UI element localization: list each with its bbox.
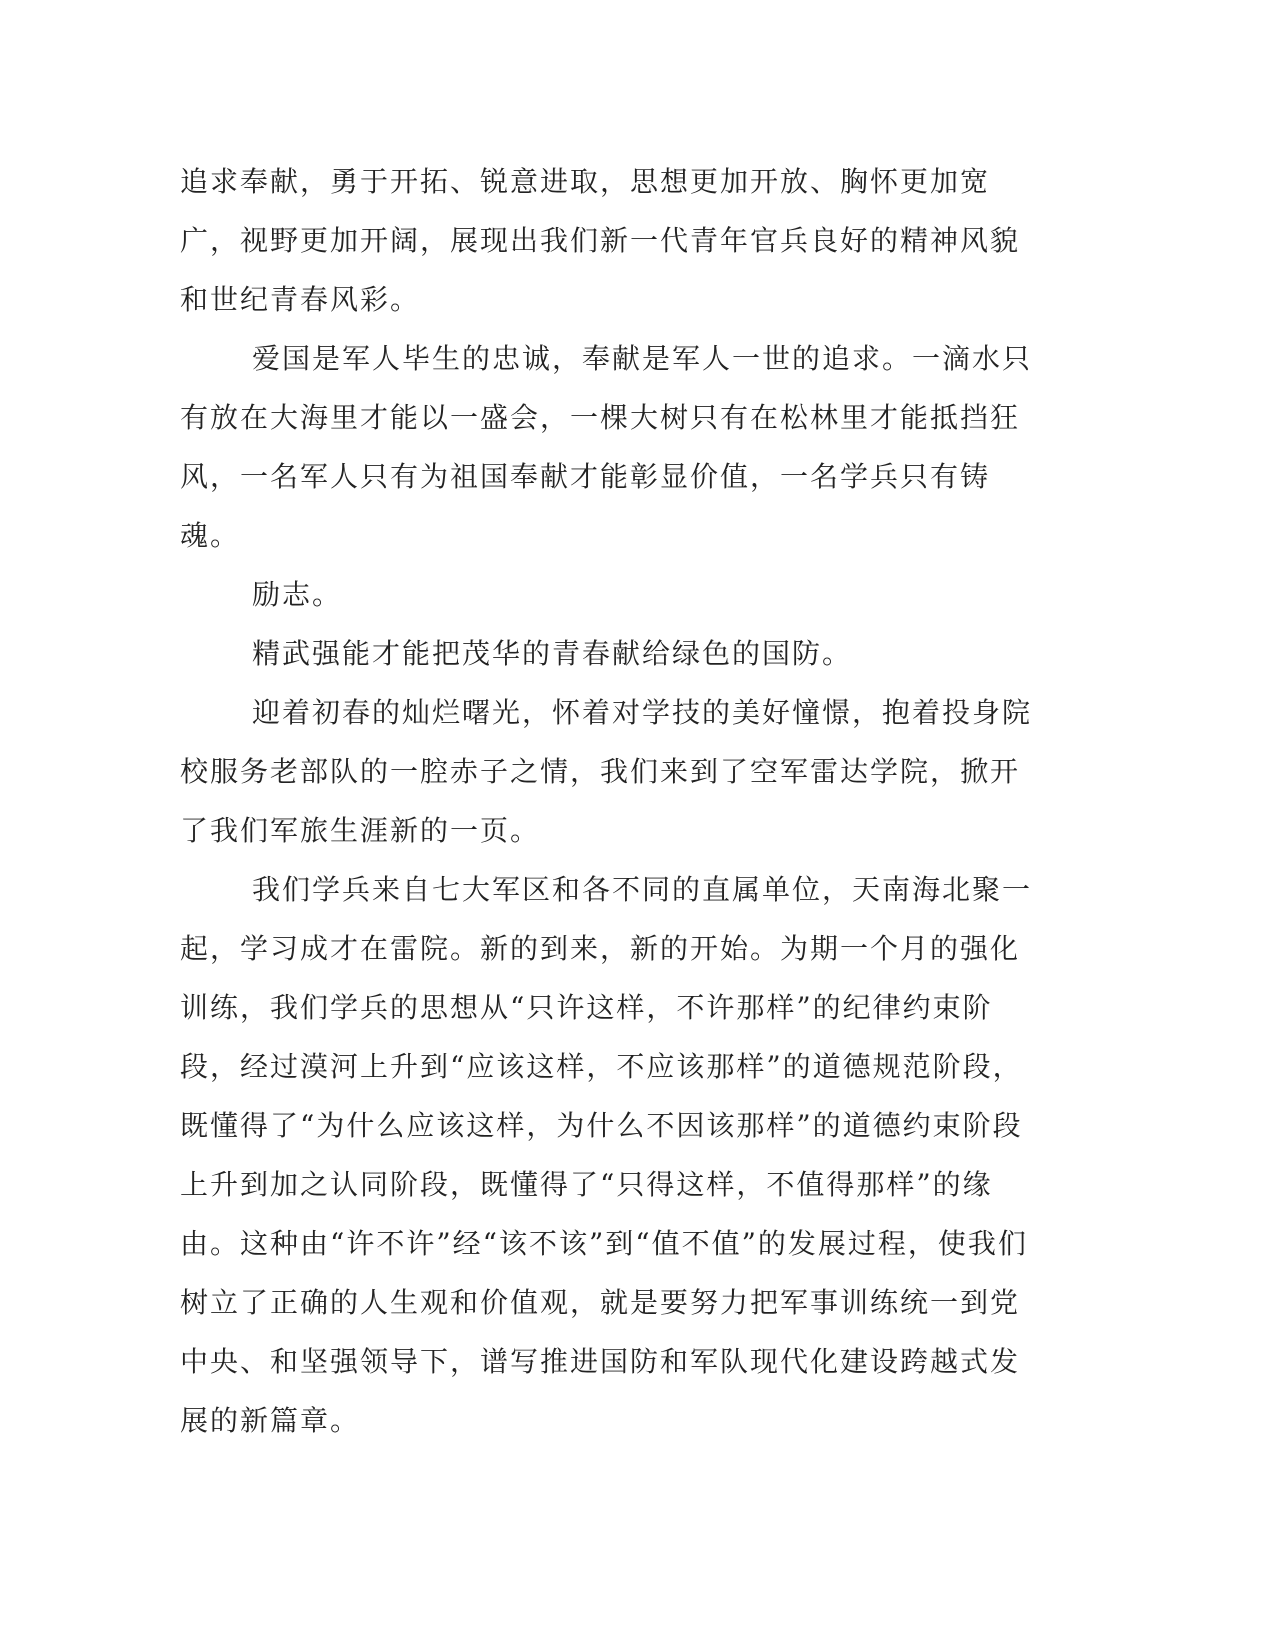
paragraph-training: 精武强能才能把茂华的青春献给绿色的国防。 [252, 637, 853, 670]
paragraph-development: 我们学兵来自七大军区和各不同的直属单位，天南海北聚一起，学习成才在雷院。新的到来，新的开始。为期一个月的强化训练，我们学兵的思想从“只许这样，不许那样”的纪律约束阶段，经过漠河上升到“应该这样，不应该那样”的道德规范阶段，既懂得了“为什么应该这样，为什么不因该那样”的道德约束阶段上升到加之认同阶段，既懂得了“只得这样，不值得那样”的缘由。这种由“许不许”经“该不该”到“值不值”的发展过程，使我们树立了正确的人生观和价值观，就是要努力把军事训练统一到党中央、和坚强领导下，谱写推进国防和军队现代化建设跨越式发展的新篇章。 [180, 873, 1033, 1437]
paragraph-patriotism: 爱国是军人毕生的忠诚，奉献是军人一世的追求。一滴水只有放在大海里才能以一盛会，一棵大树只有在松林里才能抵挡狂风，一名军人只有为祖国奉献才能彰显价值，一名学兵只有铸魂。 [180, 342, 1033, 552]
document-body [180, 152, 1040, 1450]
paragraph-continuation: 追求奉献，勇于开拓、锐意进取，思想更加开放、胸怀更加宽广，视野更加开阔，展现出我们新一代青年官兵良好的精神风貌和世纪青春风彩。 [180, 165, 1021, 316]
paragraph-arrival: 迎着初春的灿烂曙光，怀着对学技的美好憧憬，抱着投身院校服务老部队的一腔赤子之情，我们来到了空军雷达学院，掀开了我们军旅生涯新的一页。 [180, 696, 1033, 847]
paragraph-inspiration: 励志。 [252, 578, 343, 611]
